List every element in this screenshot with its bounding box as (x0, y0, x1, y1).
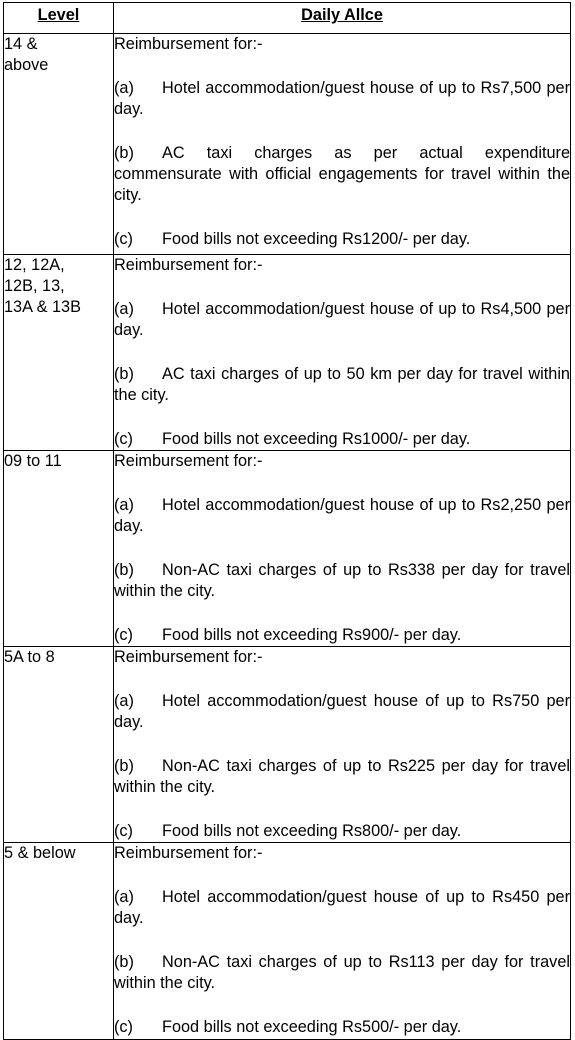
item-a (114, 691, 570, 733)
level-text: 12, 12A, 12B, 13, 13A & 13B (4, 256, 81, 316)
item-c (114, 625, 570, 646)
item-text: Non-AC taxi charges of up to Rs225 per day for travel within the city. (114, 757, 570, 796)
reimbursement-intro: Reimbursement for:- (114, 452, 263, 470)
table-row (4, 451, 571, 647)
reimbursement-intro: Reimbursement for:- (114, 35, 263, 53)
item-text: Non-AC taxi charges of up to Rs113 per day for travel within the city. (114, 953, 570, 992)
item-label: (a) (114, 888, 134, 906)
level-text: 14 & above (4, 35, 49, 74)
level-text: 5 & below (4, 844, 76, 862)
table-row (4, 843, 571, 1040)
item-text: Food bills not exceeding Rs500/- per day. (162, 1018, 462, 1036)
item-c (114, 429, 570, 450)
item-c (114, 821, 570, 842)
item-label: (b) (114, 757, 134, 775)
level-cell (4, 451, 114, 647)
table-row (4, 34, 571, 255)
reimbursement-intro: Reimbursement for:- (114, 844, 263, 862)
item-text: Non-AC taxi charges of up to Rs338 per day for travel within the city. (114, 561, 570, 600)
item-label: (c) (114, 230, 133, 248)
level-text: 5A to 8 (4, 648, 55, 666)
item-text: AC taxi charges of up to 50 km per day for travel within the city. (114, 365, 570, 404)
allowance-cell (114, 255, 571, 451)
item-text: Food bills not exceeding Rs1200/- per day. (162, 230, 471, 248)
level-text: 09 to 11 (4, 452, 62, 470)
reimbursement-intro: Reimbursement for:- (114, 256, 263, 274)
header-daily-allowance: Daily Allce (114, 3, 571, 34)
allowance-cell (114, 451, 571, 647)
level-cell (4, 843, 114, 1040)
item-text: Hotel accommodation/guest house of up to Rs750 per day. (114, 692, 570, 731)
item-text: AC taxi charges as per actual expenditure commensurate with official engagements for travel within the city. (114, 144, 570, 204)
table-row (4, 647, 571, 843)
item-label: (a) (114, 496, 134, 514)
item-a (114, 495, 570, 537)
item-a (114, 78, 570, 120)
header-level: Level (4, 3, 114, 34)
allowance-cell (114, 34, 571, 255)
item-label: (c) (114, 626, 133, 644)
item-b (114, 756, 570, 798)
item-b (114, 364, 570, 406)
allowance-cell (114, 647, 571, 843)
table-row (4, 255, 571, 451)
item-label: (b) (114, 144, 134, 162)
item-label: (c) (114, 430, 133, 448)
item-a (114, 299, 570, 341)
reimbursement-intro: Reimbursement for:- (114, 648, 263, 666)
item-text: Hotel accommodation/guest house of up to Rs4,500 per day. (114, 300, 570, 339)
item-a (114, 887, 570, 929)
item-b (114, 952, 570, 994)
item-text: Food bills not exceeding Rs900/- per day. (162, 626, 462, 644)
item-text: Food bills not exceeding Rs800/- per day. (162, 822, 462, 840)
item-label: (c) (114, 1018, 133, 1036)
item-label: (a) (114, 79, 134, 97)
item-label: (b) (114, 561, 134, 579)
header-row (4, 3, 571, 34)
item-label: (c) (114, 822, 133, 840)
item-text: Hotel accommodation/guest house of up to Rs450 per day. (114, 888, 570, 927)
level-cell (4, 255, 114, 451)
item-text: Hotel accommodation/guest house of up to Rs2,250 per day. (114, 496, 570, 535)
item-label: (b) (114, 953, 134, 971)
allowance-table (3, 2, 571, 1040)
item-label: (a) (114, 300, 134, 318)
item-text: Hotel accommodation/guest house of up to Rs7,500 per day. (114, 79, 570, 118)
item-b (114, 143, 570, 206)
item-b (114, 560, 570, 602)
item-c (114, 229, 570, 250)
item-label: (b) (114, 365, 134, 383)
level-cell (4, 34, 114, 255)
allowance-cell (114, 843, 571, 1040)
item-text: Food bills not exceeding Rs1000/- per day. (162, 430, 471, 448)
item-label: (a) (114, 692, 134, 710)
level-cell (4, 647, 114, 843)
